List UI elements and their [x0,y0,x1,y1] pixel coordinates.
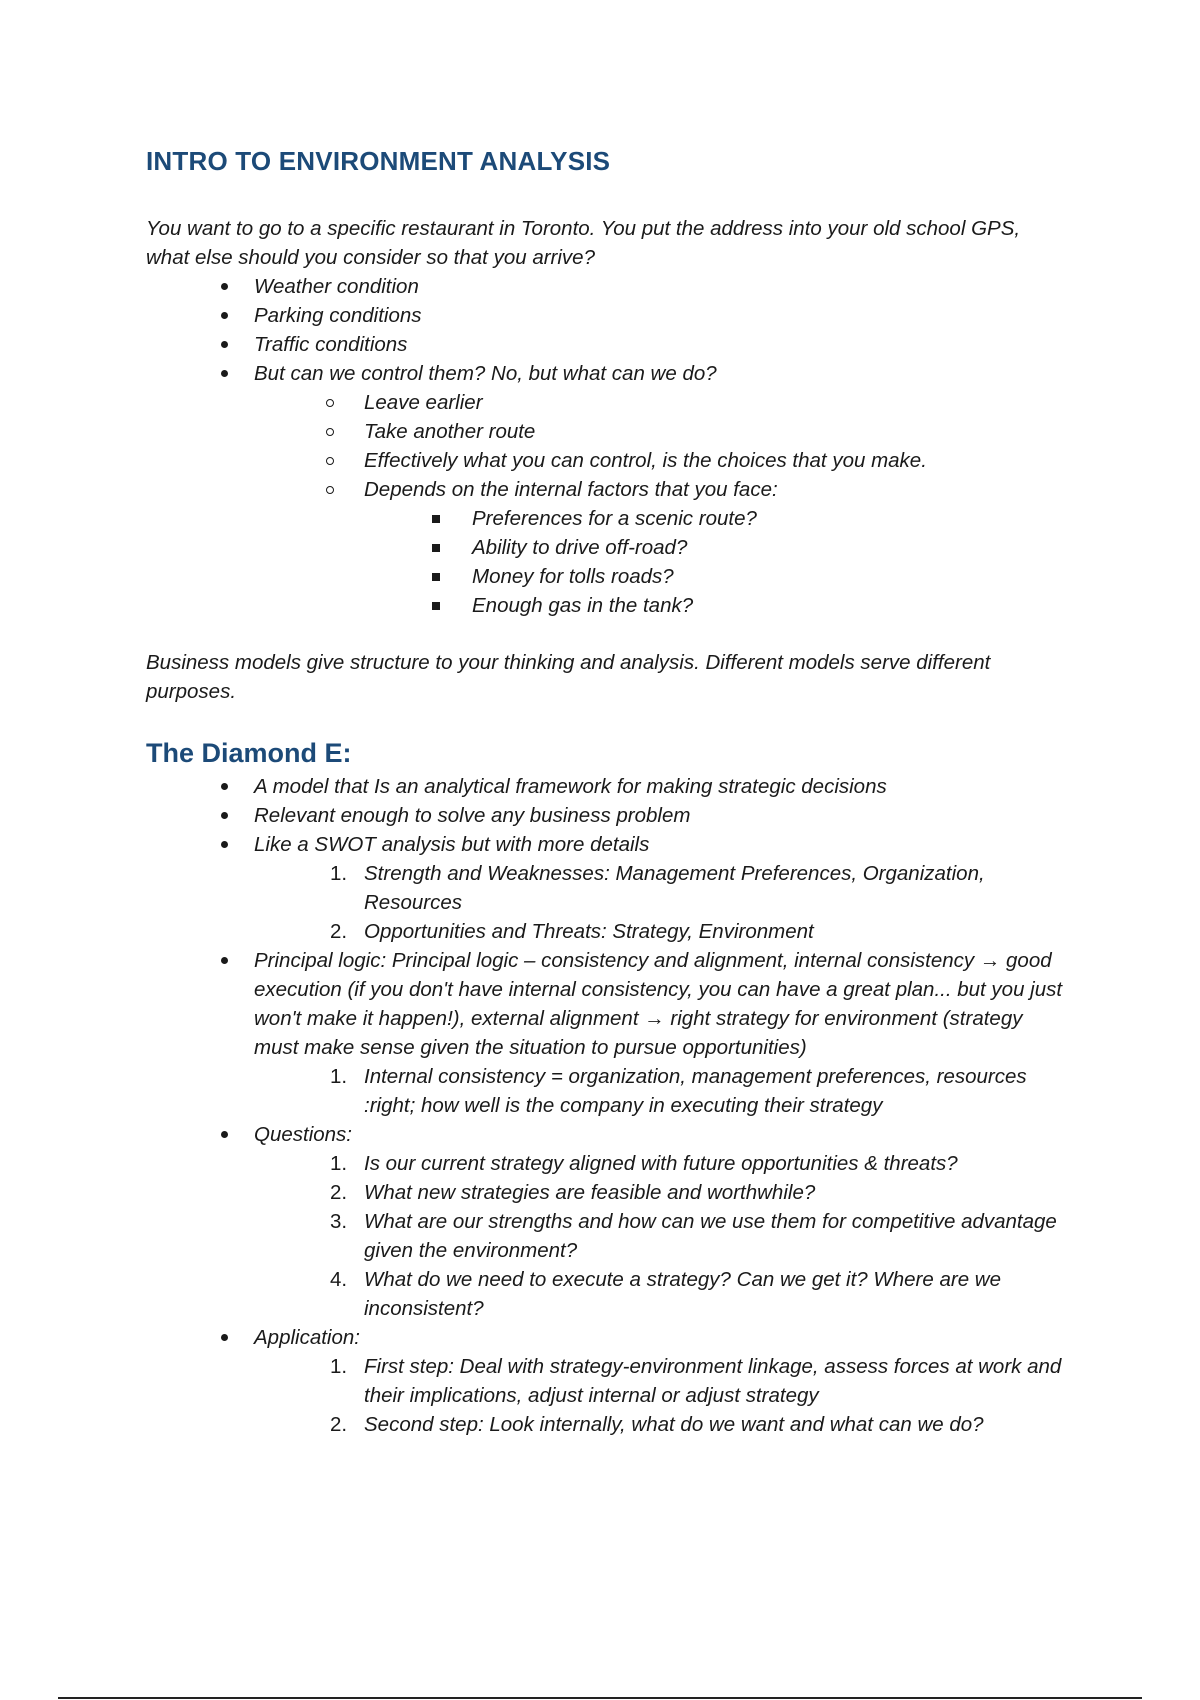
page-title: INTRO TO ENVIRONMENT ANALYSIS [146,146,611,176]
list-item: Take another route [254,417,1066,446]
bullet-icon [221,1131,228,1138]
list-item: Enough gas in the tank? [364,591,1066,620]
bullet-icon [221,312,228,319]
section-heading-diamond-e: The Diamond E: [146,738,352,768]
list-number: 1. [330,862,348,885]
bullet-icon [221,283,228,290]
list-item: But can we control them? No, but what can we do? Leave earlier Take another route Effectively what you can control, is the choices that you make. Depends on the internal factors that you face: Preferences for a scenic route? Ability to drive off-road? Money for tolls roads? Enough gas in the tank? [146,359,1066,620]
list-item: Traffic conditions [146,330,1066,359]
page-bottom-divider [58,1697,1142,1699]
list-number: 1. [330,1152,348,1175]
business-models-paragraph: Business models give structure to your thinking and analysis. Different models serve different purposes. [146,651,991,703]
bullet-icon [221,957,228,964]
hollow-bullet-icon [326,457,334,465]
can-do-list [254,388,1066,620]
intro-paragraph: You want to go to a specific restaurant in Toronto. You put the address into your old school GPS, what else should you consider so that you arrive? [146,217,1021,269]
square-bullet-icon [432,573,440,581]
list-item: Like a SWOT analysis but with more details 1. Strength and Weaknesses: Management Preferences, Organization, Resources 2. Opportunities and Threats: Strategy, Environment [146,830,1066,946]
bullet-icon [221,1334,228,1341]
hollow-bullet-icon [326,399,334,407]
list-item: 1. Strength and Weaknesses: Management Preferences, Organization, Resources [254,859,1066,917]
list-number: 2. [330,1413,348,1436]
list-item: Leave earlier [254,388,1066,417]
list-item: 4. What do we need to execute a strategy? Can we get it? Where are we inconsistent? [254,1265,1066,1323]
consider-list [146,272,1066,620]
list-item: 2. Second step: Look internally, what do we want and what can we do? [254,1410,1066,1439]
list-number: 2. [330,920,348,943]
swot-list [254,859,1066,946]
bullet-icon [221,370,228,377]
bullet-icon [221,783,228,790]
internal-factors-list [364,504,1066,620]
list-item: 1. Is our current strategy aligned with future opportunities & threats? [254,1149,1066,1178]
list-item: Application: 1. First step: Deal with strategy-environment linkage, assess forces at work and their implications, adjust internal or adjust strategy 2. Second step: Look internally, what do we want and what can we do? [146,1323,1066,1439]
bullet-icon [221,812,228,819]
square-bullet-icon [432,602,440,610]
list-item: 2. Opportunities and Threats: Strategy, Environment [254,917,1066,946]
bullet-icon [221,341,228,348]
questions-list [254,1149,1066,1323]
hollow-bullet-icon [326,428,334,436]
list-item: 3. What are our strengths and how can we use them for competitive advantage given the environment? [254,1207,1066,1265]
diamond-e-list [146,772,1066,1439]
principal-logic-list [254,1062,1066,1120]
list-item: 1. Internal consistency = organization, management preferences, resources :right; how well is the company in executing their strategy [254,1062,1066,1120]
list-number: 3. [330,1210,348,1233]
square-bullet-icon [432,515,440,523]
list-item: Effectively what you can control, is the choices that you make. [254,446,1066,475]
bullet-icon [221,841,228,848]
list-item: Weather condition [146,272,1066,301]
list-item: Parking conditions [146,301,1066,330]
hollow-bullet-icon [326,486,334,494]
list-number: 1. [330,1065,348,1088]
square-bullet-icon [432,544,440,552]
list-item: Ability to drive off-road? [364,533,1066,562]
list-item: Preferences for a scenic route? [364,504,1066,533]
list-item: Questions: 1. Is our current strategy aligned with future opportunities & threats? 2. What new strategies are feasible and worthwhile? 3. What are our strengths and how can we use them for competitive advantage given the environment? 4. What do we need to execute a strategy? Can we get it? Where are we inconsistent? [146,1120,1066,1323]
list-number: 1. [330,1355,348,1378]
list-item: 2. What new strategies are feasible and worthwhile? [254,1178,1066,1207]
list-number: 2. [330,1181,348,1204]
document-body [146,144,1066,1439]
application-list [254,1352,1066,1439]
list-item: A model that Is an analytical framework for making strategic decisions [146,772,1066,801]
list-item: Money for tolls roads? [364,562,1066,591]
list-number: 4. [330,1268,348,1291]
list-item: 1. First step: Deal with strategy-environment linkage, assess forces at work and their implications, adjust internal or adjust strategy [254,1352,1066,1410]
list-item: Relevant enough to solve any business problem [146,801,1066,830]
list-item: Principal logic: Principal logic – consistency and alignment, internal consistency → good execution (if you don't have internal consistency, you can have a great plan... but you just won't make it happen!), external alignment → right strategy for environment (strategy must make sense given the situation to pursue opportunities) 1. Internal consistency = organization, management preferences, resources :right; how well is the company in executing their strategy [146,946,1066,1120]
list-item: Depends on the internal factors that you face: Preferences for a scenic route? Ability to drive off-road? Money for tolls roads? Enough gas in the tank? [254,475,1066,620]
